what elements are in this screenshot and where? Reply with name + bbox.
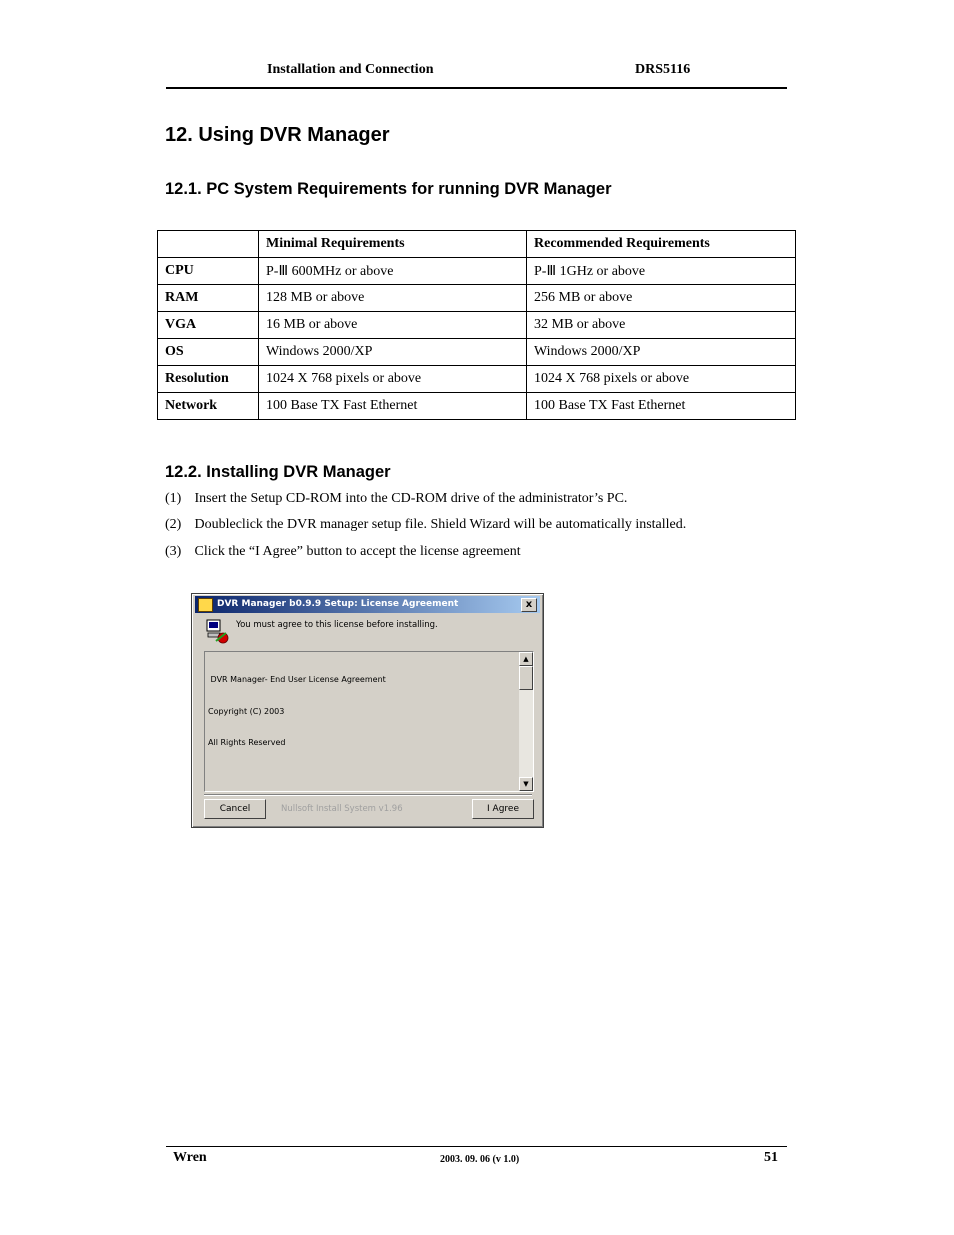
table-cell: CPU — [158, 258, 259, 285]
cancel-button[interactable]: Cancel — [204, 799, 266, 819]
step-number: (1) — [165, 491, 182, 506]
footer-company: Wren — [173, 1150, 207, 1165]
table-cell: 1024 X 768 pixels or above — [527, 366, 796, 393]
table-header-cell: Minimal Requirements — [259, 231, 527, 258]
step-item — [165, 517, 686, 533]
header-rule — [166, 87, 787, 89]
chapter-title: 12. Using DVR Manager — [165, 124, 390, 146]
license-dialog — [191, 593, 544, 828]
footer-rule — [166, 1146, 787, 1147]
table-cell: 32 MB or above — [527, 312, 796, 339]
table-row — [158, 285, 796, 312]
close-button[interactable]: x — [521, 598, 537, 612]
step-text: Doubleclick the DVR manager setup file. Shield Wizard will be automatically installed. — [194, 517, 687, 532]
eula-scrollbar[interactable] — [519, 652, 533, 791]
table-cell: OS — [158, 339, 259, 366]
table-cell: 1024 X 768 pixels or above — [259, 366, 527, 393]
table-header-cell: Recommended Requirements — [527, 231, 796, 258]
setup-icon — [206, 619, 230, 645]
table-header-row — [158, 231, 796, 258]
step-number: (2) — [165, 517, 182, 532]
dialog-titlebar[interactable] — [195, 596, 540, 613]
table-cell: Windows 2000/XP — [259, 339, 527, 366]
dialog-separator — [204, 794, 532, 796]
eula-textbox[interactable] — [204, 651, 534, 792]
header-section: Installation and Connection — [267, 62, 434, 77]
table-cell: Resolution — [158, 366, 259, 393]
section-title-requirements: 12.1. PC System Requirements for running DVR Manager — [165, 180, 612, 198]
step-text: Insert the Setup CD-ROM into the CD-ROM drive of the administrator’s PC. — [194, 491, 628, 506]
requirements-table — [157, 230, 796, 420]
table-row — [158, 312, 796, 339]
table-cell: RAM — [158, 285, 259, 312]
footer-date-version: 2003. 09. 06 (v 1.0) — [440, 1154, 520, 1165]
step-item — [165, 544, 521, 560]
table-cell: 16 MB or above — [259, 312, 527, 339]
step-item — [165, 491, 627, 507]
eula-text — [208, 654, 518, 788]
eula-line: Copyright (C) 2003 — [208, 706, 285, 716]
table-cell: 100 Base TX Fast Ethernet — [259, 393, 527, 420]
agreement-message: You must agree to this license before installing. — [236, 620, 438, 630]
scroll-up-arrow-icon[interactable]: ▲ — [519, 652, 533, 666]
table-row — [158, 258, 796, 285]
header-model: DRS5116 — [635, 62, 691, 77]
table-header-cell — [158, 231, 259, 258]
nsis-branding: Nullsoft Install System v1.96 — [281, 804, 403, 814]
step-text: Click the “I Agree” button to accept the license agreement — [194, 544, 521, 559]
table-cell: 128 MB or above — [259, 285, 527, 312]
table-cell: 100 Base TX Fast Ethernet — [527, 393, 796, 420]
page-number: 51 — [764, 1150, 778, 1165]
eula-line: All Rights Reserved — [208, 738, 286, 747]
dialog-title: DVR Manager b0.9.9 Setup: License Agreement — [217, 599, 459, 609]
scroll-thumb[interactable] — [519, 666, 533, 690]
eula-line — [208, 770, 518, 781]
table-cell: Windows 2000/XP — [527, 339, 796, 366]
table-row — [158, 339, 796, 366]
table-cell: Network — [158, 393, 259, 420]
step-number: (3) — [165, 544, 182, 559]
table-cell: 256 MB or above — [527, 285, 796, 312]
section-title-installing: 12.2. Installing DVR Manager — [165, 463, 391, 481]
eula-line: DVR Manager- End User License Agreement — [208, 675, 386, 684]
table-cell: VGA — [158, 312, 259, 339]
table-cell: P-Ⅲ 1GHz or above — [527, 258, 796, 285]
i-agree-button[interactable]: I Agree — [472, 799, 534, 819]
table-row — [158, 366, 796, 393]
table-cell: P-Ⅲ 600MHz or above — [259, 258, 527, 285]
scroll-down-arrow-icon[interactable]: ▼ — [519, 777, 533, 791]
installer-app-icon — [198, 598, 213, 612]
table-row — [158, 393, 796, 420]
